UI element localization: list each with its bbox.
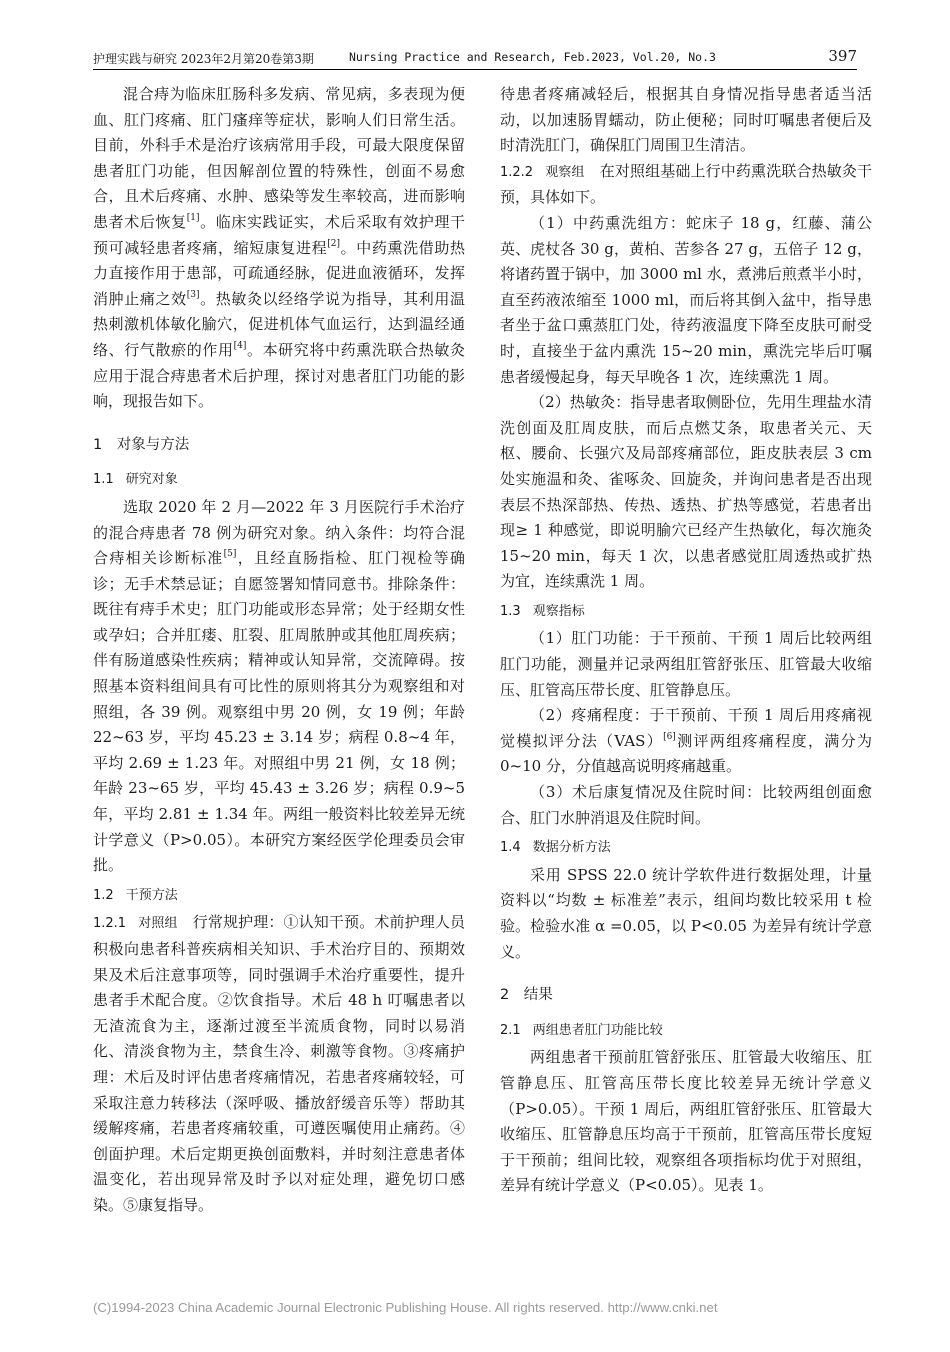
page-number: 397 bbox=[828, 47, 857, 65]
running-header bbox=[93, 45, 857, 70]
citation-ref: [5] bbox=[223, 549, 237, 560]
journal-title-en: Nursing Practice and Research, Feb.2023, Vol.20, No.3 bbox=[349, 50, 716, 64]
observation-group-paragraph: 1.2.2 观察组 在对照组基础上行中药熏洗联合热敏灸干预，具体如下。 bbox=[500, 161, 872, 207]
fumigation-paragraph: （1）中药熏洗组方：蛇床子 18 g，红藤、蒲公英、虎杖各 30 g，黄柏、苦参各 27 g，五倍子 12 g，将诸药置于锅中，加 3000 ml 水，煮沸后煎煮半小时，直至药液浓缩至 1000 ml，而后将其倒入盆中，指导患者坐于盆口熏蒸肛门处，待药液温度下降至皮肤可耐受时，直接坐于盆内熏洗 15~20 min，熏洗完毕后叮嘱患者缓慢起身，每天早晚各 1 次，连续熏洗 1 周。 bbox=[500, 213, 872, 386]
section-heading: 2 结果 bbox=[500, 987, 553, 1004]
subsection-heading: 2.1 两组患者肛门功能比较 bbox=[500, 1022, 663, 1038]
subsection-heading: 1.4 数据分析方法 bbox=[500, 840, 611, 856]
subjects-paragraph: 选取 2020 年 2 月—2022 年 3 月医院行手术治疗的混合痔患者 78 例为研究对象。纳入条件：均符合混合痔相关诊断标准[5]，且经直肠指检、肛门视检等确诊；无手术禁忌证；自愿签署知情同意书。排除条件：既往有痔手术史；肛门功能或形态异常；处于经期女性或孕妇；合并肛瘘、肛裂、肛周脓肿或其他肛周疾病；伴有肠道感染性疾病；精神或认知异常，交流障碍。按照基本资料组间具有可比性的原则将其分为观察组和对照组，各 39 例。观察组中男 20 例，女 19 例；年龄 22~63 岁，平均 45.23 ± 3.14 岁；病程 0.8~4 年，平均 2.69 ± 1.23 年。对照组中男 21 例，女 18 例；年龄 23~65 岁，平均 45.43 ± 3.26 岁；病程 0.9~5 年，平均 2.81 ± 1.34 年。两组一般资料比较差异无统计学意义（P>0.05）。本研究方案经医学伦理委员会审批。 bbox=[93, 497, 465, 875]
subsection-heading: 1.1 研究对象 bbox=[93, 472, 178, 488]
copyright-footer: (C)1994-2023 China Academic Journal Electronic Publishing House. All rights reserved. http://www.cnki.net bbox=[93, 1300, 718, 1315]
section-heading: 1 对象与方法 bbox=[93, 436, 190, 453]
citation-ref: [6] bbox=[663, 731, 676, 742]
moxibustion-paragraph: （2）热敏灸：指导患者取侧卧位，先用生理盐水清洗创面及肛周皮肤，而后点燃艾条，取患者关元、天枢、腰俞、长强穴及局部疼痛部位，距皮肤表层 3 cm 处实施温和灸、雀啄灸、回旋灸，并询问患者是否出现表层不热深部热、传热、透热、扩热等感觉，若患者出现≥ 1 种感觉，即说明腧穴已经产生热敏化，每次施灸 15~20 min，每天 1 次，以患者感觉肛周透热或扩热为宜，连续熏洗 1 周。 bbox=[500, 393, 872, 591]
pain-paragraph: （2）疼痛程度：于干预前、干预 1 周后用疼痛视觉模拟评分法（VAS）[6]测评两组疼痛程度，满分为 0~10 分，分值越高说明疼痛越重。 bbox=[500, 706, 872, 776]
anal-function-paragraph: （1）肛门功能：于干预前、干预 1 周后比较两组肛门功能，测量并记录两组肛管舒张压、肛管最大收缩压、肛管高压带长度、肛管静息压。 bbox=[500, 629, 872, 699]
right-column bbox=[500, 82, 872, 1199]
citation-ref: [2] bbox=[327, 238, 341, 249]
journal-title-cn: 护理实践与研究 2023年2月第20卷第3期 bbox=[93, 52, 314, 66]
results-paragraph: 两组患者干预前肛管舒张压、肛管最大收缩压、肛管静息压、肛管高压带长度比较差异无统计学意义（P>0.05）。干预 1 周后，两组肛管舒张压、肛管最大收缩压、肛管静息压均高于干预前，肛管高压带长度短于干预前；组间比较，观察组各项指标均优于对照组，差异有统计学意义（P<0.05）。见表 1。 bbox=[500, 1048, 872, 1195]
intro-paragraph: 混合痔为临床肛肠科多发病、常见病，多表现为便血、肛门疼痛、肛门瘙痒等症状，影响人们日常生活。目前，外科手术是治疗该病常用手段，可最大限度保留患者肛门功能，但因解剖位置的特殊性，创面不易愈合，且术后疼痛、水肿、感染等发生率较高，进而影响患者术后恢复[1]。临床实践证实，术后采取有效护理干预可减轻患者疼痛，缩短康复进程[2]。中药熏洗借助热力直接作用于患部，可疏通经脉，促进血液循环，发挥消肿止痛之效[3]。热敏灸以经络学说为指导，其利用温热刺激机体敏化腧穴，促进机体气血运行，达到温经通络、行气散瘀的作用[4]。本研究将中药熏洗联合热敏灸应用于混合痔患者术后护理，探讨对患者肛门功能的影响，现报告如下。 bbox=[93, 85, 465, 411]
subsection-heading: 1.2 干预方法 bbox=[93, 887, 178, 903]
recovery-paragraph: （3）术后康复情况及住院时间：比较两组创面愈合、肛门水肿消退及住院时间。 bbox=[500, 783, 872, 827]
statistics-paragraph: 采用 SPSS 22.0 统计学软件进行数据处理，计量资料以“均数 ± 标准差”表示，组间均数比较采用 t 检验。检验水准 α =0.05，以 P<0.05 为差异有统计学意义。 bbox=[500, 865, 872, 961]
rehab-paragraph: 待患者疼痛减轻后，根据其自身情况指导患者适当活动，以加速肠胃蠕动，防止便秘；同时叮嘱患者便后及时清洗肛门，确保肛门周围卫生清洁。 bbox=[500, 85, 872, 155]
citation-ref: [3] bbox=[186, 289, 200, 300]
subsection-heading: 1.3 观察指标 bbox=[500, 603, 585, 619]
control-group-paragraph: 1.2.1 对照组 行常规护理：①认知干预。术前护理人员积极向患者科普疾病相关知识、手术治疗目的、预期效果及术后注意事项等，同时强调手术治疗重要性，提升患者手术配合度。②饮食指导。术后 48 h 叮嘱患者以无渣流食为主，逐渐过渡至半流质食物，同时以易消化、清淡食物为主，禁食生冷、刺激等食物。③疼痛护理：术后及时评估患者疼痛情况，若患者疼痛较轻，可采取注意力转移法（深呼吸、播放舒缓音乐等）帮助其缓解疼痛，若患者疼痛较重，可遵医嘱使用止痛药。④创面护理。术后定期更换创面敷料，并时刻注意患者体温变化，若出现异常及时予以对症处理，避免切口感染。⑤康复指导。 bbox=[93, 913, 465, 1214]
left-column bbox=[93, 82, 465, 1219]
citation-ref: [4] bbox=[233, 340, 247, 351]
citation-ref: [1] bbox=[186, 212, 200, 223]
